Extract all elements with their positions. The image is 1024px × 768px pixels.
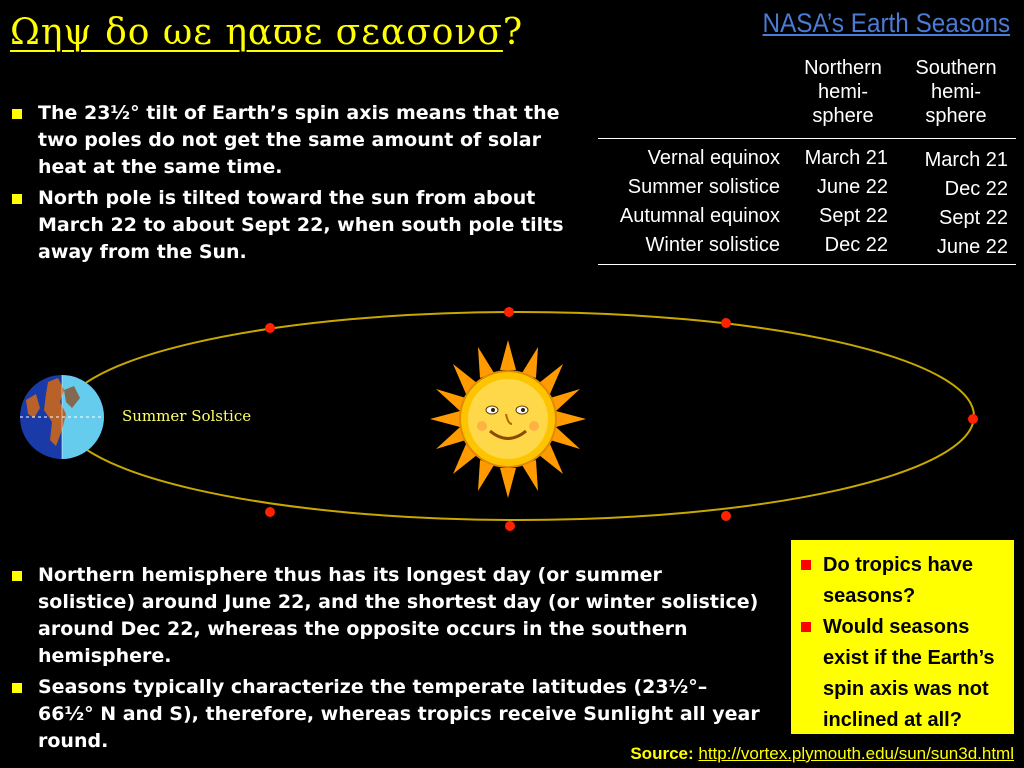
nasa-seasons-link[interactable]: NASA’s Earth Seasons — [762, 8, 1010, 38]
table-rule-bottom — [598, 264, 1016, 265]
north-date-cell: Sept 22 — [819, 205, 888, 227]
north-date-cell: March 21 — [804, 147, 888, 169]
square-bullet-icon — [12, 109, 22, 119]
square-bullet-icon — [12, 683, 22, 693]
event-cell: Winter solistice — [645, 234, 780, 256]
bullet-item — [0, 100, 580, 181]
sun-icon — [430, 340, 586, 498]
bullet-text: North pole is tilted toward the sun from about March 22 to about Sept 22, when south pole tilts away from the Sun. — [38, 187, 564, 263]
orbit-marker — [968, 414, 978, 424]
title-suffix: ? — [502, 12, 524, 53]
south-date-cell: Sept 22 — [939, 207, 1008, 229]
source-label: Source: — [630, 744, 694, 763]
event-cell: Summer solistice — [627, 176, 780, 198]
orbit-marker — [721, 318, 731, 328]
source-url-link[interactable]: http://vortex.plymouth.edu/sun/sun3d.html — [698, 744, 1014, 763]
orbit-marker — [505, 521, 515, 531]
orbit-marker — [504, 307, 514, 317]
orbit-marker — [721, 511, 731, 521]
question-text: Do tropics have seasons? — [823, 554, 974, 607]
orbit-marker — [265, 507, 275, 517]
question-text: Would seasons exist if the Earth’s spin axis was not inclined at all? — [823, 616, 995, 731]
square-bullet-icon — [12, 571, 22, 581]
bullet-text: The 23½° tilt of Earth’s spin axis means that the two poles do not get the same amount of solar heat at the same time. — [38, 102, 560, 178]
event-cell: Vernal equinox — [647, 147, 780, 169]
red-square-bullet-icon — [801, 622, 811, 632]
orbit-marker — [265, 323, 275, 333]
header-northern-hemisphere: Northern hemi- sphere — [804, 57, 882, 127]
question-item — [801, 612, 1008, 736]
red-square-bullet-icon — [801, 560, 811, 570]
north-date-cell: June 22 — [816, 176, 888, 198]
south-date-cell: March 21 — [924, 149, 1008, 171]
event-cell: Autumnal equinox — [619, 205, 780, 227]
bullet-text: Seasons typically characterize the temperate latitudes (23½°– 66½° N and S), therefore, whereas tropics receive Sunlight all year round. — [38, 676, 760, 752]
south-date-cell: Dec 22 — [944, 178, 1008, 200]
page-title — [10, 12, 523, 53]
title-text: Ωηψ δο ωε ηαϖε σεασονσ — [10, 12, 503, 53]
bullet-item — [0, 674, 760, 755]
bullet-item — [0, 185, 580, 266]
bullet-text: Northern hemisphere thus has its longest day (or summer solistice) around June 22, and the shortest day (or winter solistice) around Dec 22, whereas the opposite occurs in the southern hemisphere. — [38, 564, 759, 667]
earth-orbit-diagram — [0, 290, 1024, 550]
south-date-cell: June 22 — [936, 236, 1008, 258]
bullet-item — [0, 562, 760, 670]
source-line — [630, 744, 1014, 764]
table-rule-top — [598, 138, 1016, 139]
summer-solstice-label: Summer Solstice — [122, 407, 252, 425]
bottom-bullet-list — [0, 562, 760, 759]
top-bullet-list — [0, 100, 580, 270]
question-box — [791, 540, 1014, 734]
question-item — [801, 550, 1008, 612]
earth-globe-icon — [20, 375, 104, 459]
square-bullet-icon — [12, 194, 22, 204]
north-date-cell: Dec 22 — [824, 234, 888, 256]
header-southern-hemisphere: Southern hemi- sphere — [915, 57, 997, 127]
